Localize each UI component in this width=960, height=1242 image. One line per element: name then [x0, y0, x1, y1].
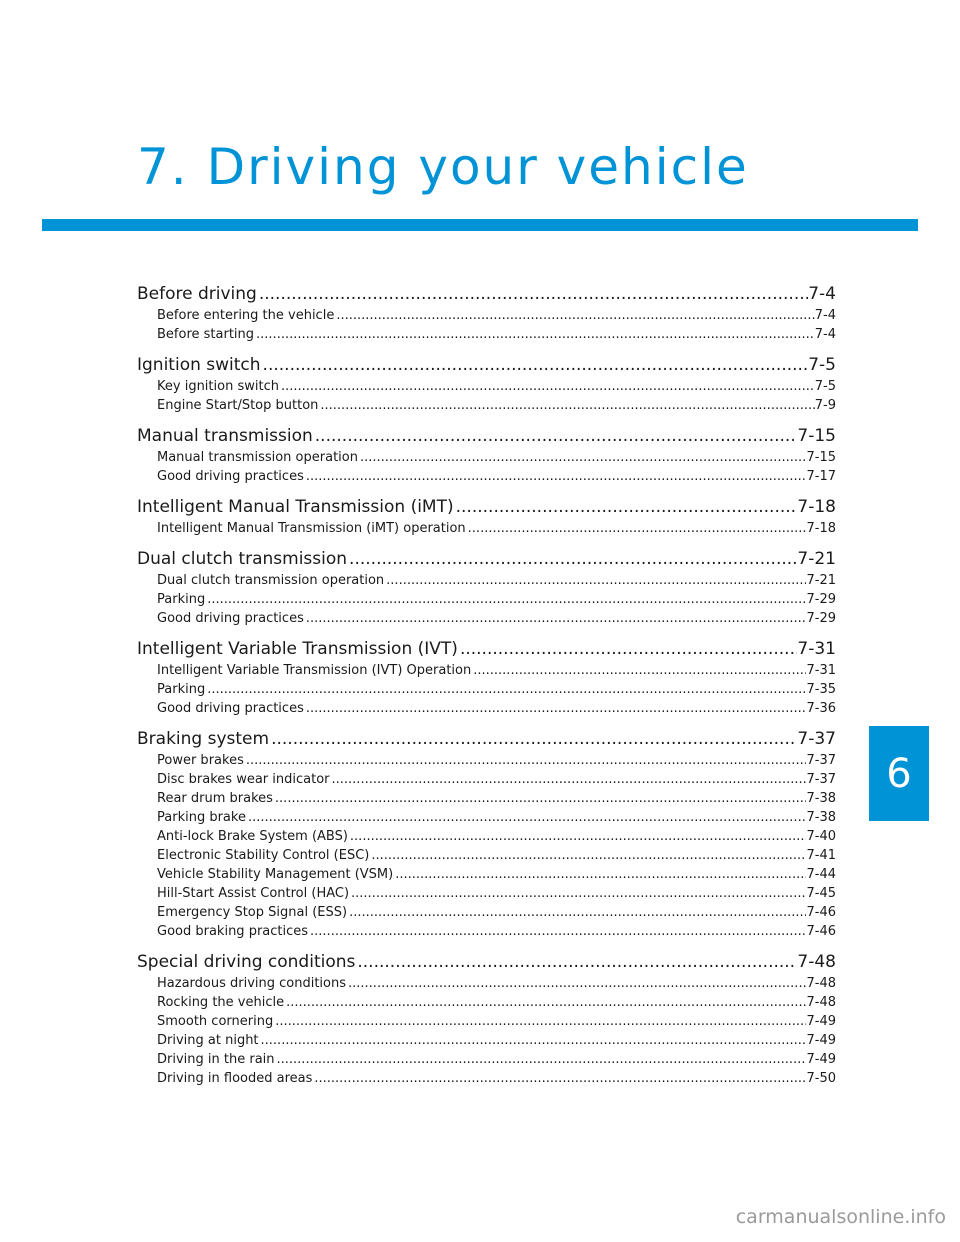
- toc-entry-page: 7-5: [814, 379, 836, 394]
- toc-entry-page: 7-48: [806, 995, 836, 1010]
- toc-entry-title: Parking: [157, 592, 206, 607]
- toc-entry-title: Before driving: [137, 284, 257, 304]
- dot-leader: [312, 1069, 806, 1088]
- toc-subsection-entry[interactable]: [157, 770, 836, 789]
- toc-subsection-entry[interactable]: [157, 808, 836, 827]
- toc-subsection-entry[interactable]: [157, 448, 836, 467]
- toc-subsection-entry[interactable]: [157, 396, 836, 415]
- dot-leader: [205, 680, 806, 699]
- dot-leader: [355, 950, 797, 974]
- toc-subsection-list: [137, 448, 836, 486]
- toc-entry-title: Rocking the vehicle: [157, 995, 285, 1010]
- dot-leader: [273, 1012, 806, 1031]
- toc-entry-title: Braking system: [137, 729, 270, 749]
- toc-entry-title: Good driving practices: [157, 701, 304, 716]
- toc-entry-title: Intelligent Variable Transmission (IVT) Operation: [157, 663, 472, 678]
- toc-section: [137, 637, 836, 718]
- toc-entry-title: Intelligent Variable Transmission (IVT): [137, 639, 458, 659]
- dot-leader: [347, 903, 806, 922]
- toc-entry-title: Good driving practices: [157, 611, 304, 626]
- dot-leader: [348, 827, 807, 846]
- toc-section-entry[interactable]: [137, 727, 836, 751]
- dot-leader: [246, 808, 807, 827]
- toc-section-entry[interactable]: [137, 353, 836, 377]
- toc-section: [137, 282, 836, 344]
- toc-subsection-entry[interactable]: [157, 751, 836, 770]
- dot-leader: [454, 495, 798, 519]
- toc-subsection-entry[interactable]: [157, 519, 836, 538]
- dot-leader: [244, 751, 807, 770]
- toc-subsection-entry[interactable]: [157, 680, 836, 699]
- dot-leader: [308, 922, 806, 941]
- toc-section-entry[interactable]: [137, 637, 836, 661]
- toc-entry-page: 7-18: [806, 521, 836, 536]
- toc-entry-page: 7-48: [806, 976, 836, 991]
- dot-leader: [458, 637, 797, 661]
- toc-entry-title: Manual transmission operation: [157, 450, 358, 465]
- toc-entry-title: Driving in flooded areas: [157, 1071, 313, 1086]
- toc-entry-page: 7-21: [797, 549, 836, 569]
- dot-leader: [471, 661, 806, 680]
- toc-entry-page: 7-4: [814, 327, 836, 342]
- dot-leader: [261, 353, 809, 377]
- toc-entry-page: 7-41: [806, 848, 836, 863]
- toc-entry-page: 7-37: [797, 729, 836, 749]
- toc-entry-title: Smooth cornering: [157, 1014, 274, 1029]
- toc-subsection-entry[interactable]: [157, 609, 836, 628]
- toc-subsection-list: [137, 571, 836, 628]
- toc-entry-title: Disc brakes wear indicator: [157, 772, 330, 787]
- dot-leader: [358, 448, 807, 467]
- dot-leader: [349, 884, 806, 903]
- chapter-title: 7. Driving your vehicle: [137, 138, 749, 196]
- toc-entry-page: 7-38: [806, 810, 836, 825]
- toc-entry-title: Dual clutch transmission: [137, 549, 348, 569]
- toc-entry-title: Rear drum brakes: [157, 791, 273, 806]
- toc-entry-page: 7-46: [806, 924, 836, 939]
- toc-section: [137, 353, 836, 415]
- toc-entry-title: Electronic Stability Control (ESC): [157, 848, 370, 863]
- toc-entry-title: Ignition switch: [137, 355, 261, 375]
- dot-leader: [334, 306, 814, 325]
- dot-leader: [393, 865, 806, 884]
- toc-entry-page: 7-15: [797, 426, 836, 446]
- dot-leader: [259, 1031, 807, 1050]
- toc-section: [137, 727, 836, 941]
- toc-entry-title: Hazardous driving conditions: [157, 976, 347, 991]
- toc-subsection-entry[interactable]: [157, 377, 836, 396]
- toc-entry-title: Before starting: [157, 327, 255, 342]
- watermark: carmanualsonline.info: [735, 1206, 946, 1228]
- toc-subsection-entry[interactable]: [157, 306, 836, 325]
- toc-subsection-entry[interactable]: [157, 325, 836, 344]
- toc-entry-page: 7-38: [806, 791, 836, 806]
- toc-entry-title: Special driving conditions: [137, 952, 356, 972]
- toc-section-entry[interactable]: [137, 950, 836, 974]
- toc-entry-title: Intelligent Manual Transmission (iMT): [137, 497, 454, 517]
- toc-subsection-entry[interactable]: [157, 1050, 836, 1069]
- toc-section: [137, 495, 836, 538]
- toc-subsection-entry[interactable]: [157, 571, 836, 590]
- dot-leader: [284, 993, 806, 1012]
- toc-subsection-entry[interactable]: [157, 1012, 836, 1031]
- toc-subsection-list: [137, 377, 836, 415]
- dot-leader: [313, 424, 798, 448]
- toc-entry-page: 7-5: [808, 355, 836, 375]
- chapter-tab[interactable]: 6: [869, 726, 929, 821]
- toc-entry-title: Driving in the rain: [157, 1052, 275, 1067]
- toc-subsection-entry[interactable]: [157, 993, 836, 1012]
- dot-leader: [304, 467, 807, 486]
- toc-section-entry[interactable]: [137, 282, 836, 306]
- toc-entry-page: 7-29: [806, 611, 836, 626]
- toc-subsection-entry[interactable]: [157, 884, 836, 903]
- toc-section: [137, 950, 836, 1088]
- dot-leader: [330, 770, 807, 789]
- toc-subsection-entry[interactable]: [157, 922, 836, 941]
- toc-entry-page: 7-44: [806, 867, 836, 882]
- dot-leader: [269, 727, 797, 751]
- dot-leader: [257, 282, 808, 306]
- toc-entry-page: 7-50: [806, 1071, 836, 1086]
- title-divider: [42, 219, 918, 231]
- toc-subsection-list: [137, 306, 836, 344]
- toc-section-entry[interactable]: [137, 495, 836, 519]
- toc-entry-page: 7-45: [806, 886, 836, 901]
- toc-subsection-entry[interactable]: [157, 661, 836, 680]
- toc-subsection-entry[interactable]: [157, 699, 836, 718]
- toc-section: [137, 424, 836, 486]
- toc-entry-page: 7-49: [806, 1052, 836, 1067]
- toc-subsection-list: [137, 751, 836, 941]
- toc-subsection-entry[interactable]: [157, 1031, 836, 1050]
- toc-subsection-list: [137, 519, 836, 538]
- toc-subsection-entry[interactable]: [157, 1069, 836, 1088]
- toc-entry-page: 7-46: [806, 905, 836, 920]
- toc-section-entry[interactable]: [137, 547, 836, 571]
- toc-entry-title: Parking brake: [157, 810, 246, 825]
- toc-entry-title: Dual clutch transmission operation: [157, 573, 385, 588]
- toc-entry-page: 7-9: [814, 398, 836, 413]
- toc-entry-title: Manual transmission: [137, 426, 313, 446]
- toc-entry-page: 7-4: [814, 308, 836, 323]
- toc-entry-page: 7-31: [806, 663, 836, 678]
- dot-leader: [304, 699, 807, 718]
- toc-entry-page: 7-4: [808, 284, 836, 304]
- toc-section: [137, 547, 836, 628]
- toc-entry-page: 7-18: [797, 497, 836, 517]
- dot-leader: [318, 396, 814, 415]
- dot-leader: [384, 571, 806, 590]
- toc-entry-page: 7-36: [806, 701, 836, 716]
- dot-leader: [369, 846, 806, 865]
- toc-entry-page: 7-35: [806, 682, 836, 697]
- toc-entry-title: Power brakes: [157, 753, 244, 768]
- toc-subsection-entry[interactable]: [157, 903, 836, 922]
- toc-section-entry[interactable]: [137, 424, 836, 448]
- toc-entry-title: Intelligent Manual Transmission (iMT) operation: [157, 521, 466, 536]
- toc-entry-title: Anti-lock Brake System (ABS): [157, 829, 348, 844]
- dot-leader: [254, 325, 815, 344]
- toc-subsection-list: [137, 661, 836, 718]
- dot-leader: [205, 590, 806, 609]
- dot-leader: [279, 377, 815, 396]
- toc-subsection-entry[interactable]: [157, 590, 836, 609]
- toc-entry-title: Key ignition switch: [157, 379, 279, 394]
- toc-entry-title: Driving at night: [157, 1033, 259, 1048]
- toc-subsection-entry[interactable]: [157, 467, 836, 486]
- toc-entry-page: 7-21: [806, 573, 836, 588]
- toc-subsection-entry[interactable]: [157, 974, 836, 993]
- dot-leader: [304, 609, 807, 628]
- dot-leader: [273, 789, 807, 808]
- dot-leader: [346, 974, 806, 993]
- toc-entry-page: 7-49: [806, 1033, 836, 1048]
- toc-entry-page: 7-40: [806, 829, 836, 844]
- toc-entry-page: 7-17: [806, 469, 836, 484]
- dot-leader: [347, 547, 797, 571]
- toc-entry-title: Engine Start/Stop button: [157, 398, 319, 413]
- toc-entry-page: 7-29: [806, 592, 836, 607]
- toc-subsection-entry[interactable]: [157, 789, 836, 808]
- toc-entry-page: 7-49: [806, 1014, 836, 1029]
- toc-entry-title: Before entering the vehicle: [157, 308, 335, 323]
- toc-entry-page: 7-37: [806, 772, 836, 787]
- toc-entry-title: Emergency Stop Signal (ESS): [157, 905, 348, 920]
- toc-entry-title: Good braking practices: [157, 924, 309, 939]
- toc-entry-title: Hill-Start Assist Control (HAC): [157, 886, 350, 901]
- table-of-contents: [137, 282, 836, 1088]
- toc-subsection-entry[interactable]: [157, 827, 836, 846]
- toc-entry-page: 7-37: [806, 753, 836, 768]
- toc-subsection-entry[interactable]: [157, 846, 836, 865]
- toc-entry-page: 7-31: [797, 639, 836, 659]
- toc-entry-page: 7-15: [806, 450, 836, 465]
- toc-subsection-entry[interactable]: [157, 865, 836, 884]
- toc-entry-title: Parking: [157, 682, 206, 697]
- toc-entry-title: Good driving practices: [157, 469, 304, 484]
- toc-subsection-list: [137, 974, 836, 1088]
- toc-entry-page: 7-48: [797, 952, 836, 972]
- dot-leader: [466, 519, 807, 538]
- dot-leader: [275, 1050, 807, 1069]
- toc-entry-title: Vehicle Stability Management (VSM): [157, 867, 394, 882]
